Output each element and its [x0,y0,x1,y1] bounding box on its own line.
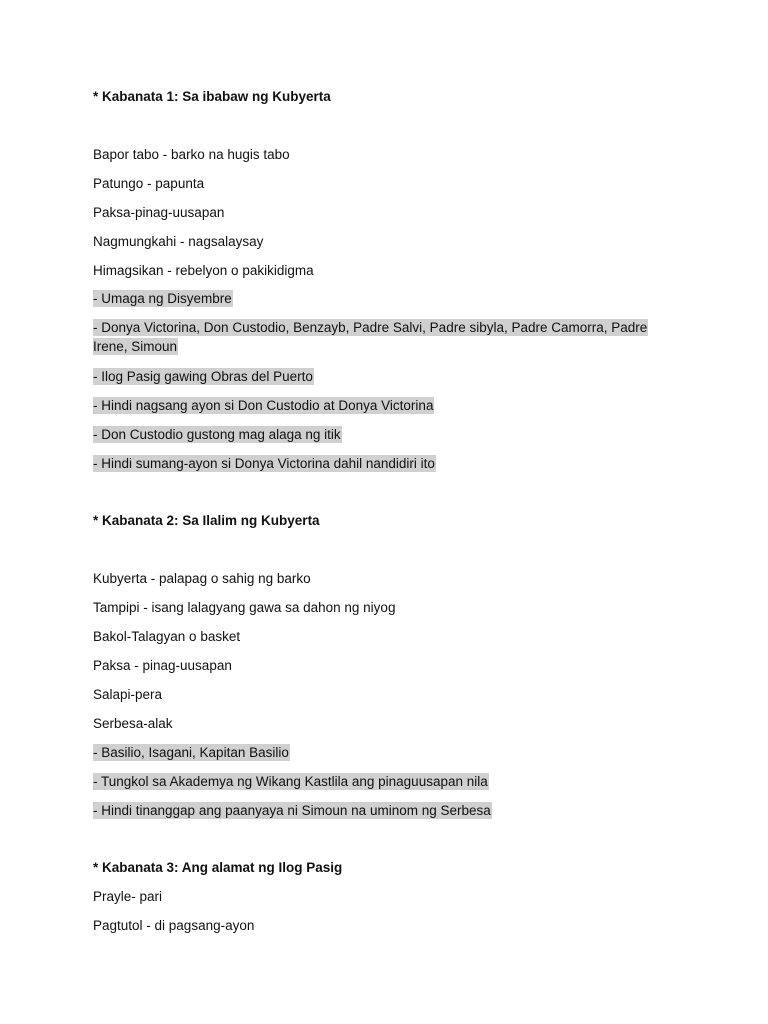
highlighted-text: - Hindi sumang-ayon si Donya Victorina dahil nandidiri ito [93,456,435,471]
chapter-1-note-2 [93,318,665,356]
chapter-1-note-6 [93,454,436,473]
chapter-2-term-6: Serbesa-alak [93,716,173,731]
chapter-1-heading: * Kabanata 1: Sa ibabaw ng Kubyerta [93,89,331,104]
chapter-1-note-3 [93,367,314,386]
highlighted-text: - Umaga ng Disyembre [93,291,232,306]
chapter-2-term-3: Bakol-Talagyan o basket [93,629,241,644]
chapter-2-term-1: Kubyerta - palapag o sahig ng barko [93,571,311,586]
chapter-3-heading: * Kabanata 3: Ang alamat ng Ilog Pasig [93,860,343,875]
highlighted-text: - Basilio, Isagani, Kapitan Basilio [93,745,289,760]
chapter-1-note-4 [93,396,434,415]
chapter-1-term-1: Bapor tabo - barko na hugis tabo [93,147,290,162]
highlighted-text: - Hindi nagsang ayon si Don Custodio at Donya Victorina [93,398,434,413]
chapter-2-note-3 [93,801,492,820]
chapter-1-term-3: Paksa-pinag-uusapan [93,205,225,220]
chapter-3-term-2: Pagtutol - di pagsang-ayon [93,918,255,933]
highlighted-text: - Donya Victorina, Don Custodio, Benzayb, Padre Salvi, Padre sibyla, Padre Camorra, Padre Irene, Simoun [93,320,648,354]
chapter-2-note-1 [93,743,290,762]
chapter-1-term-4: Nagmungkahi - nagsalaysay [93,234,264,249]
chapter-1-note-1 [93,289,233,308]
highlighted-text: - Tungkol sa Akademya ng Wikang Kastlila ang pinaguusapan nila [93,774,488,789]
chapter-3-term-1: Prayle- pari [93,889,163,904]
chapter-2-term-4: Paksa - pinag-uusapan [93,658,232,673]
chapter-1-term-5: Himagsikan - rebelyon o pakikidigma [93,263,314,278]
chapter-2-heading: * Kabanata 2: Sa Ilalim ng Kubyerta [93,513,320,528]
highlighted-text: - Ilog Pasig gawing Obras del Puerto [93,369,313,384]
chapter-2-term-2: Tampipi - isang lalagyang gawa sa dahon ng niyog [93,600,396,615]
highlighted-text: - Hindi tinanggap ang paanyaya ni Simoun na uminom ng Serbesa [93,803,491,818]
highlighted-text: - Don Custodio gustong mag alaga ng itik [93,427,341,442]
chapter-2-note-2 [93,772,489,791]
chapter-1-note-5 [93,425,342,444]
chapter-2-term-5: Salapi-pera [93,687,163,702]
chapter-1-term-2: Patungo - papunta [93,176,205,191]
